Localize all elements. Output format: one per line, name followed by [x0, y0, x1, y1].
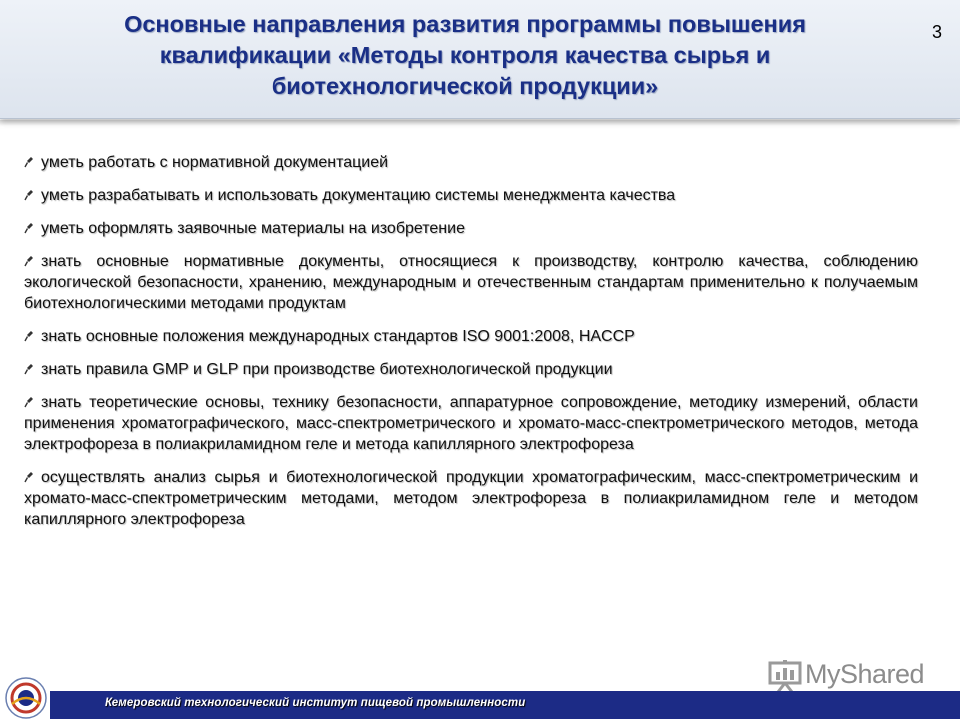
slide-number: 3 [931, 22, 942, 42]
list-item-text: осуществлять анализ сырья и биотехнологической продукции хроматографическим, масс-спектрометрическим и хромато-масс-спектрометрическим методами, методом электрофореза в полиакриламидном геле и методом капиллярного электрофореза [24, 469, 918, 528]
pin-bullet-icon [24, 360, 34, 372]
pin-bullet-icon [24, 468, 34, 480]
pin-bullet-icon [24, 153, 34, 165]
list-item-text: уметь работать с нормативной документацией [41, 154, 389, 171]
list-item [24, 251, 918, 314]
footer-institution: Кемеровский технологический институт пищевой промышленности [105, 697, 526, 709]
list-item [24, 467, 918, 530]
list-item [24, 359, 918, 380]
list-item [24, 218, 918, 239]
list-item [24, 185, 918, 206]
presentation-icon [767, 658, 803, 694]
title-line-3: биотехнологической продукции» [271, 73, 659, 99]
institute-logo-icon [4, 676, 48, 720]
list-item [24, 152, 918, 173]
list-item-text: знать основные нормативные документы, относящиеся к производству, контролю качества, соблюдению экологической безопасности, хранению, международным и отечественным стандартам применительно к получаемым биотехнологическими методами продуктам [24, 253, 918, 312]
myshared-watermark [765, 656, 935, 696]
list-item-text: уметь оформлять заявочные материалы на изобретение [41, 220, 465, 237]
pin-bullet-icon [24, 327, 34, 339]
watermark-text: MyShared [805, 659, 925, 689]
pin-bullet-icon [24, 393, 34, 405]
list-item [24, 326, 918, 347]
pin-bullet-icon [24, 252, 34, 264]
list-item-text: знать теоретические основы, технику безопасности, аппаратурное сопровождение, методику измерений, области применения хроматографического, масс-спектрометрического и хромато-масс-спектрометрического методов, метода электрофореза в полиакриламидном геле и метода капиллярного электрофореза [24, 394, 918, 453]
title-line-2: квалификации «Методы контроля качества сырья и [159, 42, 771, 68]
pin-bullet-icon [24, 186, 34, 198]
list-item [24, 392, 918, 455]
list-item-text: уметь разрабатывать и использовать документацию системы менеджмента качества [41, 187, 676, 204]
title-line-1: Основные направления развития программы повышения [124, 11, 806, 37]
bullet-list [24, 152, 918, 542]
list-item-text: знать правила GMP и GLP при производстве биотехнологической продукции [41, 361, 613, 378]
list-item-text: знать основные положения международных стандартов ISO 9001:2008, HACCP [41, 328, 635, 345]
pin-bullet-icon [24, 219, 34, 231]
header-shadow [0, 120, 960, 126]
slide-title [40, 9, 890, 102]
